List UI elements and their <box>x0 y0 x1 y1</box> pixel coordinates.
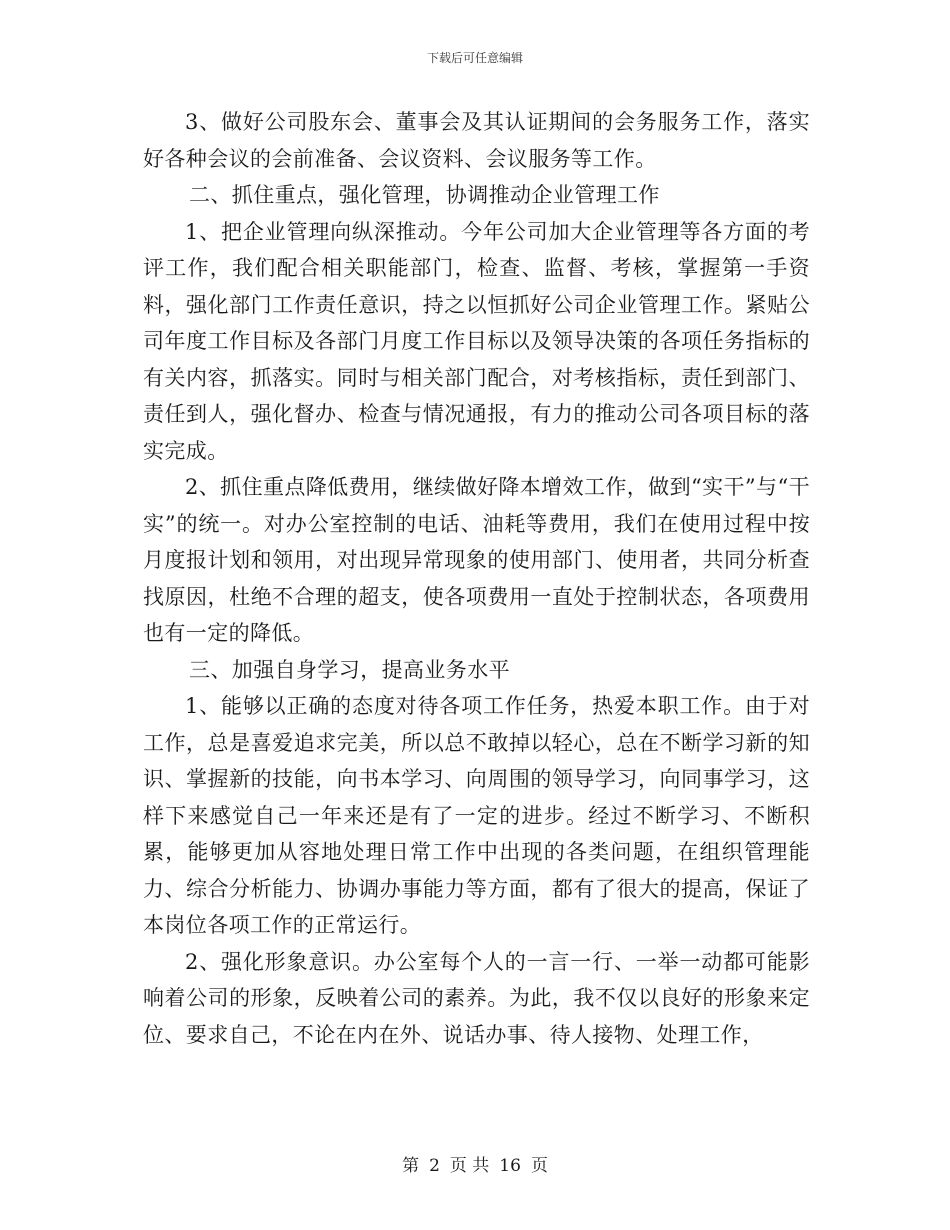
page-footer <box>0 1156 950 1176</box>
page-header <box>0 50 950 66</box>
section-heading-learning: 三、加强自身学习，提高业务水平 <box>189 657 510 682</box>
paragraph-meeting-services: 3、做好公司股东会、董事会及其认证期间的会务服务工作，落实好各种会议的会前准备、会议资料、会议服务等工作。 <box>143 110 810 171</box>
paragraph-image-awareness: 2、强化形象意识。办公室每个人的一言一行、一举一动都可能影响着公司的形象，反映着公司的素养。为此，我不仅以良好的形象来定位、要求自己，不论在内在外、说话办事、待人接物、处理工作， <box>143 949 810 1047</box>
footer-suffix: 页 <box>530 1156 548 1176</box>
section-heading-management: 二、抓住重点，强化管理，协调推动企业管理工作 <box>189 183 660 207</box>
footer-page-number: 2 <box>429 1156 440 1176</box>
footer-prefix: 第 <box>402 1156 420 1176</box>
footer-middle: 页 共 <box>449 1156 490 1176</box>
footer-total-pages: 16 <box>499 1156 521 1176</box>
paragraph-work-attitude: 1、能够以正确的态度对待各项工作任务，热爱本职工作。由于对工作，总是喜爱追求完美，所以总不敢掉以轻心，总在不断学习新的知识、掌握新的技能，向书本学习、向周围的领导学习，向同事学习，这样下来感觉自己一年来还是有了一定的进步。经过不断学习、不断积累，能够更加从容地处理日常工作中出现的各类问题，在组织管理能力、综合分析能力、协调办事能力等方面，都有了很大的提高，保证了本岗位各项工作的正常运行。 <box>143 694 810 937</box>
document-body <box>143 104 810 1053</box>
paragraph-enterprise-management: 1、把企业管理向纵深推动。今年公司加大企业管理等各方面的考评工作，我们配合相关职能部门，检查、监督、考核，掌握第一手资料，强化部门工作责任意识，持之以恒抓好公司企业管理工作。紧贴公司年度工作目标及各部门月度工作目标以及领导决策的各项任务指标的有关内容，抓落实。同时与相关部门配合，对考核指标，责任到部门、责任到人，强化督办、检查与情况通报，有力的推动公司各项目标的落实完成。 <box>143 219 810 463</box>
paragraph-cost-reduction: 2、抓住重点降低费用，继续做好降本增效工作，做到“实干”与“干实”的统一。对办公室控制的电话、油耗等费用，我们在使用过程中按月度报计划和领用，对出现异常现象的使用部门、使用者，共同分析查找原因，杜绝不合理的超支，使各项费用一直处于控制状态，各项费用也有一定的降低。 <box>143 475 810 645</box>
header-text: 下载后可任意编辑 <box>426 51 523 65</box>
